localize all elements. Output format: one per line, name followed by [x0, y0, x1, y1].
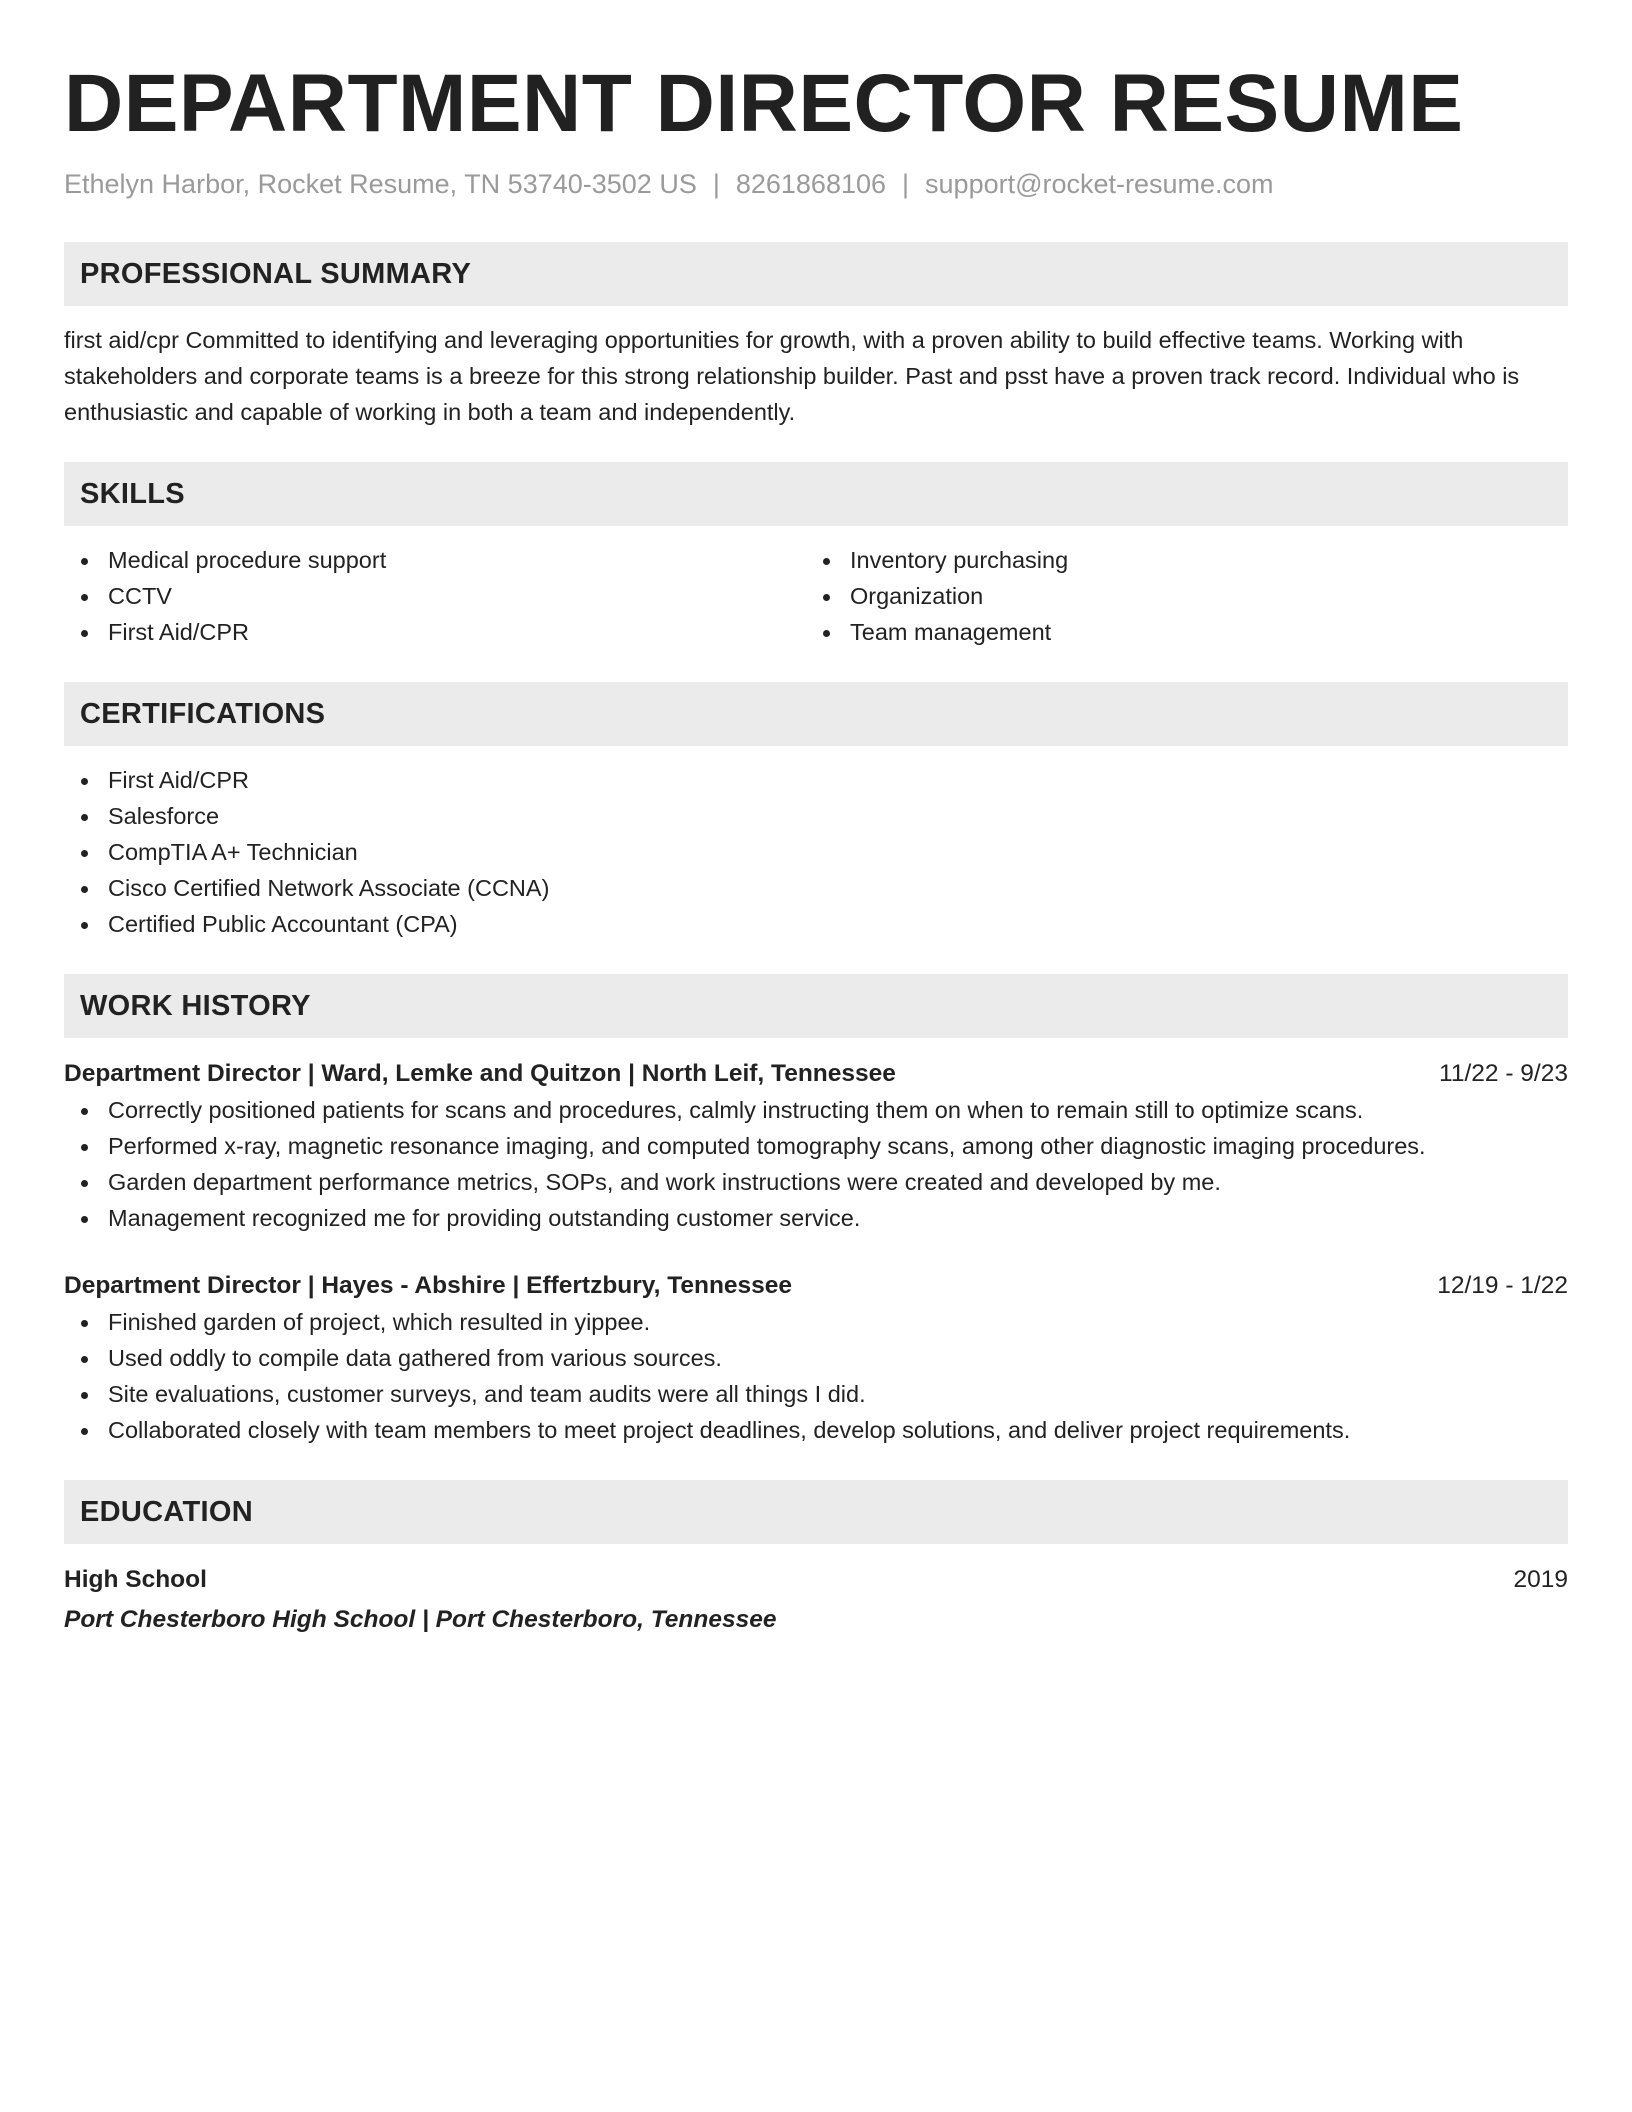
contact-separator: | [712, 169, 720, 199]
job-bullets [64, 1092, 1568, 1236]
skills-column-left [64, 542, 806, 650]
skill-item: Team management [806, 614, 1548, 650]
job-bullet: Finished garden of project, which resulted in yippee. [64, 1304, 1568, 1340]
job-bullet: Management recognized me for providing outstanding customer service. [64, 1200, 1568, 1236]
summary-text: first aid/cpr Committed to identifying and leveraging opportunities for growth, with a proven ability to build effective teams. Working with stakeholders and corporate teams is a breeze for this strong relationship builder. Past and psst have a proven track record. Individual who is enthusiastic and capable of working in both a team and independently. [64, 327, 1520, 425]
contact-phone: 8261868106 [735, 169, 887, 199]
work-history-heading: WORK HISTORY [64, 974, 1568, 1038]
certifications-heading: CERTIFICATIONS [64, 682, 1568, 746]
job-bullet: Correctly positioned patients for scans and procedures, calmly instructing them on when to remain still to optimize scans. [64, 1092, 1568, 1128]
contact-email: support@rocket-resume.com [925, 169, 1274, 199]
skill-item: Inventory purchasing [806, 542, 1548, 578]
certification-item: Salesforce [64, 798, 1568, 834]
contact-line [64, 166, 1568, 202]
resume-page [64, 56, 1568, 1638]
certification-item: First Aid/CPR [64, 762, 1568, 798]
job-header [64, 1056, 1568, 1092]
certifications-list [64, 762, 1568, 942]
contact-separator: | [902, 169, 910, 199]
skills-column-right [806, 542, 1548, 650]
education-heading: EDUCATION [64, 1480, 1568, 1544]
job-title: Department Director | Hayes - Abshire | Effertzbury, Tennessee [64, 1272, 793, 1299]
job-dates: 11/22 - 9/23 [1439, 1060, 1568, 1087]
resume-title: DEPARTMENT DIRECTOR RESUME [64, 58, 1464, 149]
job-header [64, 1268, 1568, 1304]
education-year: 2019 [1513, 1566, 1568, 1593]
job-bullet: Performed x-ray, magnetic resonance imaging, and computed tomography scans, among other diagnostic imaging procedures. [64, 1128, 1568, 1164]
job-bullet: Used oddly to compile data gathered from various sources. [64, 1340, 1568, 1376]
skill-item: Medical procedure support [64, 542, 806, 578]
education-degree: High School [64, 1566, 207, 1593]
skills-list [64, 542, 1568, 650]
job-bullets [64, 1304, 1568, 1448]
certification-item: CompTIA A+ Technician [64, 834, 1568, 870]
job-bullet: Garden department performance metrics, SOPs, and work instructions were created and developed by me. [64, 1164, 1568, 1200]
skill-item: CCTV [64, 578, 806, 614]
summary-heading: PROFESSIONAL SUMMARY [64, 242, 1568, 306]
job-dates: 12/19 - 1/22 [1437, 1272, 1568, 1299]
job-bullet: Site evaluations, customer surveys, and team audits were all things I did. [64, 1376, 1568, 1412]
certification-item: Certified Public Accountant (CPA) [64, 906, 1568, 942]
education-header [64, 1562, 1568, 1598]
skill-item: Organization [806, 578, 1548, 614]
skills-heading: SKILLS [64, 462, 1568, 526]
education-school: Port Chesterboro High School | Port Chesterboro, Tennessee [64, 1606, 777, 1633]
job-bullet: Collaborated closely with team members to meet project deadlines, develop solutions, and deliver project requirements. [64, 1412, 1568, 1448]
certification-item: Cisco Certified Network Associate (CCNA) [64, 870, 1568, 906]
job-title: Department Director | Ward, Lemke and Quitzon | North Leif, Tennessee [64, 1060, 896, 1087]
skill-item: First Aid/CPR [64, 614, 806, 650]
contact-address: Ethelyn Harbor, Rocket Resume, TN 53740-3502 US [64, 169, 697, 199]
